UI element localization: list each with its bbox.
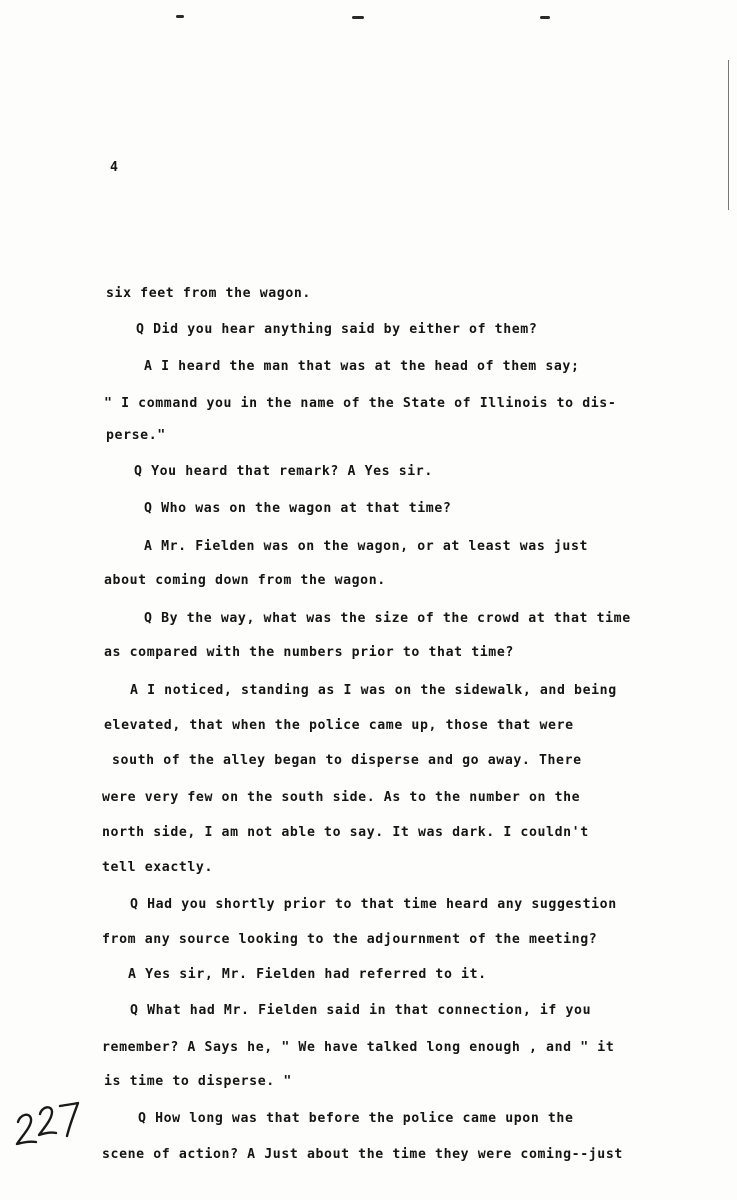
text-line: Q What had Mr. Fielden said in that connection, if you bbox=[130, 1003, 592, 1018]
top-smudge-right bbox=[540, 16, 550, 19]
text-line: perse." bbox=[106, 428, 166, 443]
text-line: Q Did you hear anything said by either of them? bbox=[136, 322, 538, 337]
text-line: about coming down from the wagon. bbox=[104, 573, 386, 588]
text-line: tell exactly. bbox=[102, 860, 214, 875]
text-line: Q Who was on the wagon at that time? bbox=[144, 501, 452, 516]
text-line: A I heard the man that was at the head of them say; bbox=[144, 359, 580, 374]
text-line: from any source looking to the adjournment of the meeting? bbox=[102, 932, 598, 947]
text-line: Q You heard that remark? A Yes sir. bbox=[134, 464, 433, 479]
top-smudge-center bbox=[352, 16, 364, 19]
text-line: scene of action? A Just about the time they were coming--just bbox=[102, 1147, 623, 1162]
text-line: south of the alley began to disperse and go away. There bbox=[112, 753, 582, 768]
text-line: elevated, that when the police came up, those that were bbox=[104, 718, 574, 733]
text-line: remember? A Says he, " We have talked long enough , and " it bbox=[102, 1040, 615, 1055]
text-line: Q Had you shortly prior to that time heard any suggestion bbox=[130, 897, 617, 912]
text-line: Q How long was that before the police came upon the bbox=[138, 1111, 574, 1126]
text-line: is time to disperse. " bbox=[104, 1074, 292, 1089]
text-line: A Mr. Fielden was on the wagon, or at least was just bbox=[144, 539, 589, 554]
text-line: A Yes sir, Mr. Fielden had referred to it. bbox=[128, 967, 487, 982]
top-smudge-left bbox=[176, 15, 184, 18]
right-edge-line bbox=[728, 60, 729, 210]
handwritten-annotation bbox=[14, 1100, 86, 1152]
text-line: were very few on the south side. As to the number on the bbox=[102, 790, 581, 805]
page-number: 4 bbox=[110, 160, 119, 175]
text-line: north side, I am not able to say. It was dark. I couldn't bbox=[102, 825, 589, 840]
text-line: Q By the way, what was the size of the crowd at that time bbox=[144, 611, 631, 626]
text-line: as compared with the numbers prior to that time? bbox=[104, 645, 514, 660]
text-line: six feet from the wagon. bbox=[106, 286, 311, 301]
text-line: A I noticed, standing as I was on the sidewalk, and being bbox=[130, 683, 617, 698]
text-line: " I command you in the name of the State of Illinois to dis- bbox=[104, 396, 617, 411]
